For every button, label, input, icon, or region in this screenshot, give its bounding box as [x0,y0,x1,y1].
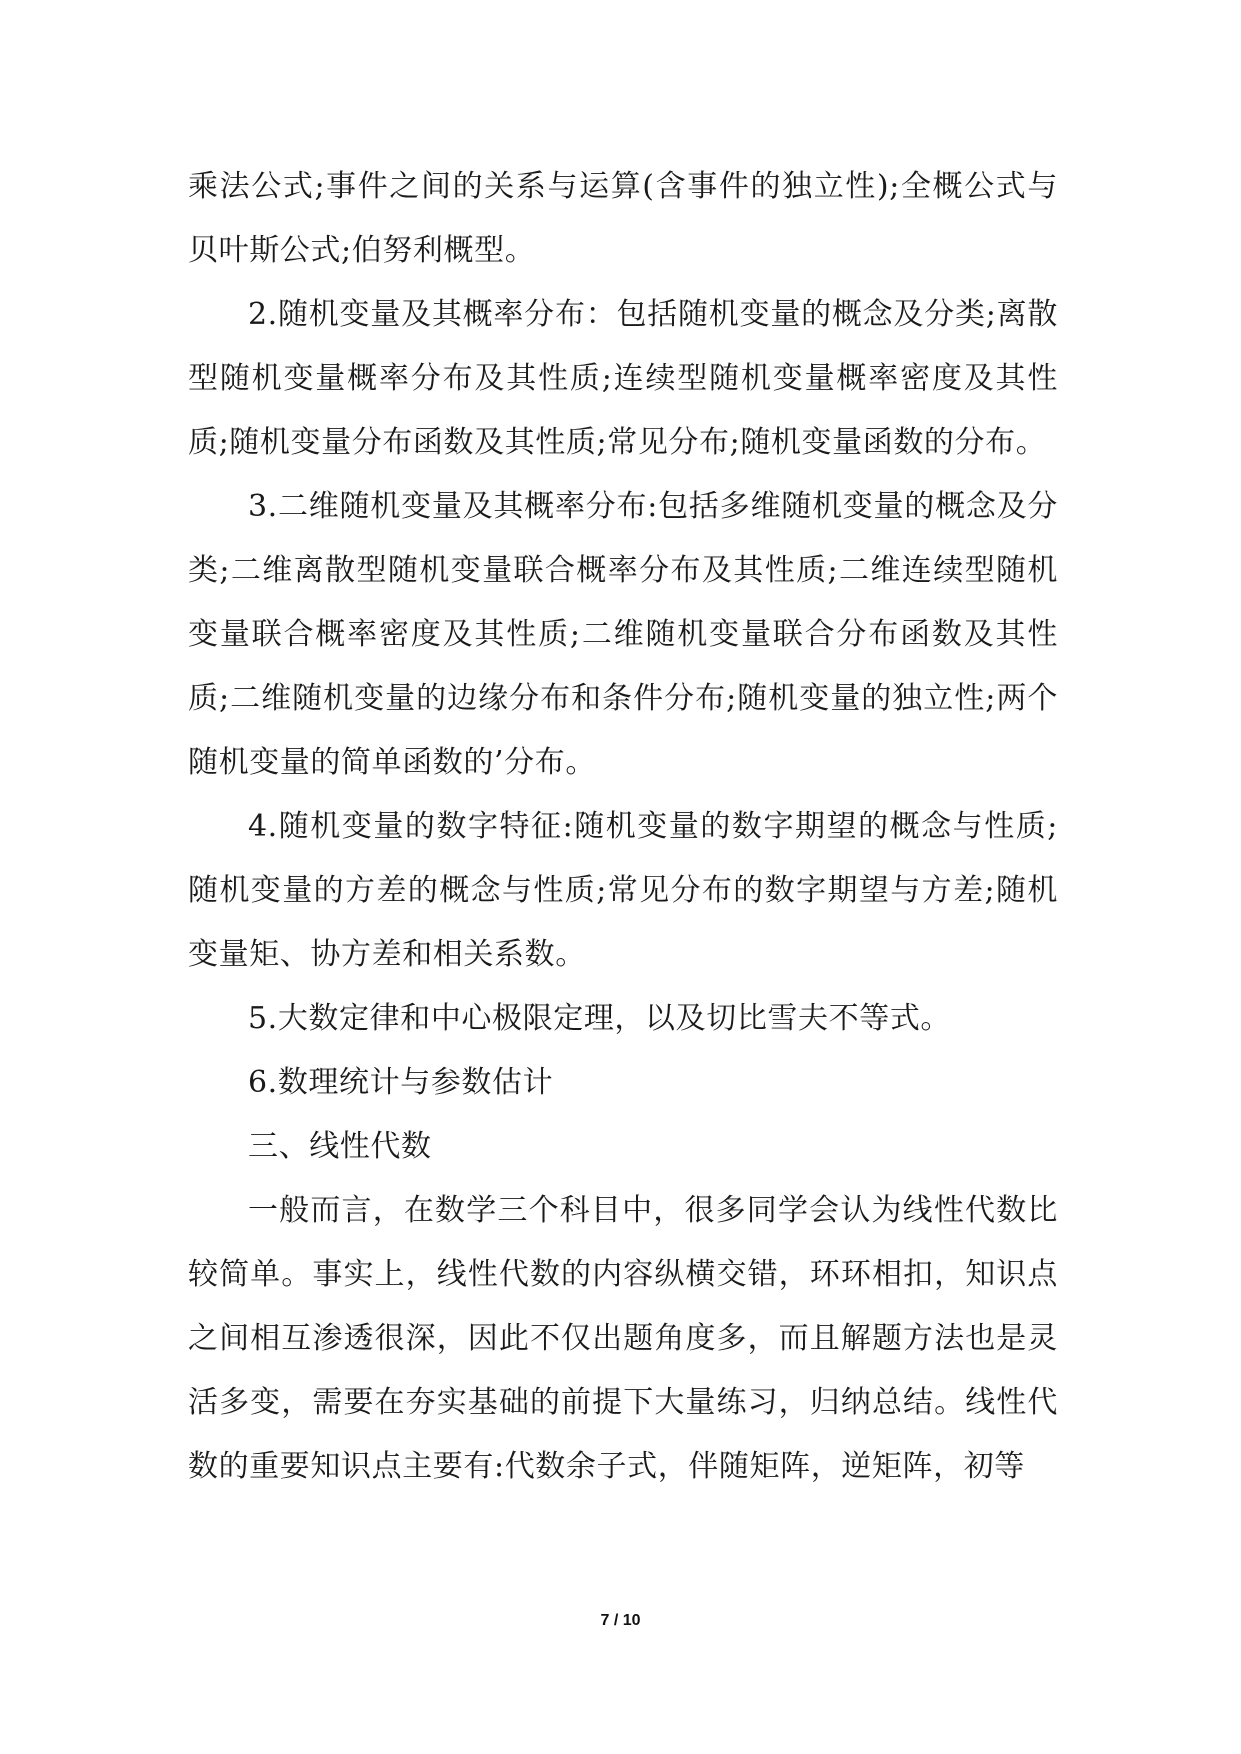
paragraph: 3.二维随机变量及其概率分布:包括多维随机变量的概念及分类;二维离散型随机变量联合概率分布及其性质;二维连续型随机变量联合概率密度及其性质;二维随机变量联合分布函数及其性质;二维随机变量的边缘分布和条件分布;随机变量的独立性;两个随机变量的简单函数的’分布。 [188,489,1058,780]
section-heading: 三、线性代数 [248,1129,432,1164]
paragraph: 一般而言，在数学三个科目中，很多同学会认为线性代数比较简单。事实上，线性代数的内容纵横交错，环环相扣，知识点之间相互渗透很深，因此不仅出题角度多，而且解题方法也是灵活多变，需要在夯实基础的前提下大量练习，归纳总结。线性代数的重要知识点主要有:代数余子式，伴随矩阵，逆矩阵，初等 [188,1193,1058,1484]
paragraph: 5.大数定律和中心极限定理，以及切比雪夫不等式。 [248,1001,952,1036]
paragraph: 6.数理统计与参数估计 [248,1065,554,1100]
paragraph: 2.随机变量及其概率分布：包括随机变量的概念及分类;离散型随机变量概率分布及其性质;连续型随机变量概率密度及其性质;随机变量分布函数及其性质;常见分布;随机变量函数的分布。 [188,297,1058,460]
paragraph: 4.随机变量的数字特征:随机变量的数字期望的概念与性质;随机变量的方差的概念与性质;常见分布的数字期望与方差;随机变量矩、协方差和相关系数。 [188,809,1058,972]
document-body [188,155,1058,1499]
page-number: 7 / 10 [600,1612,641,1629]
paragraph: 乘法公式;事件之间的关系与运算(含事件的独立性);全概公式与贝叶斯公式;伯努利概型。 [188,169,1058,268]
